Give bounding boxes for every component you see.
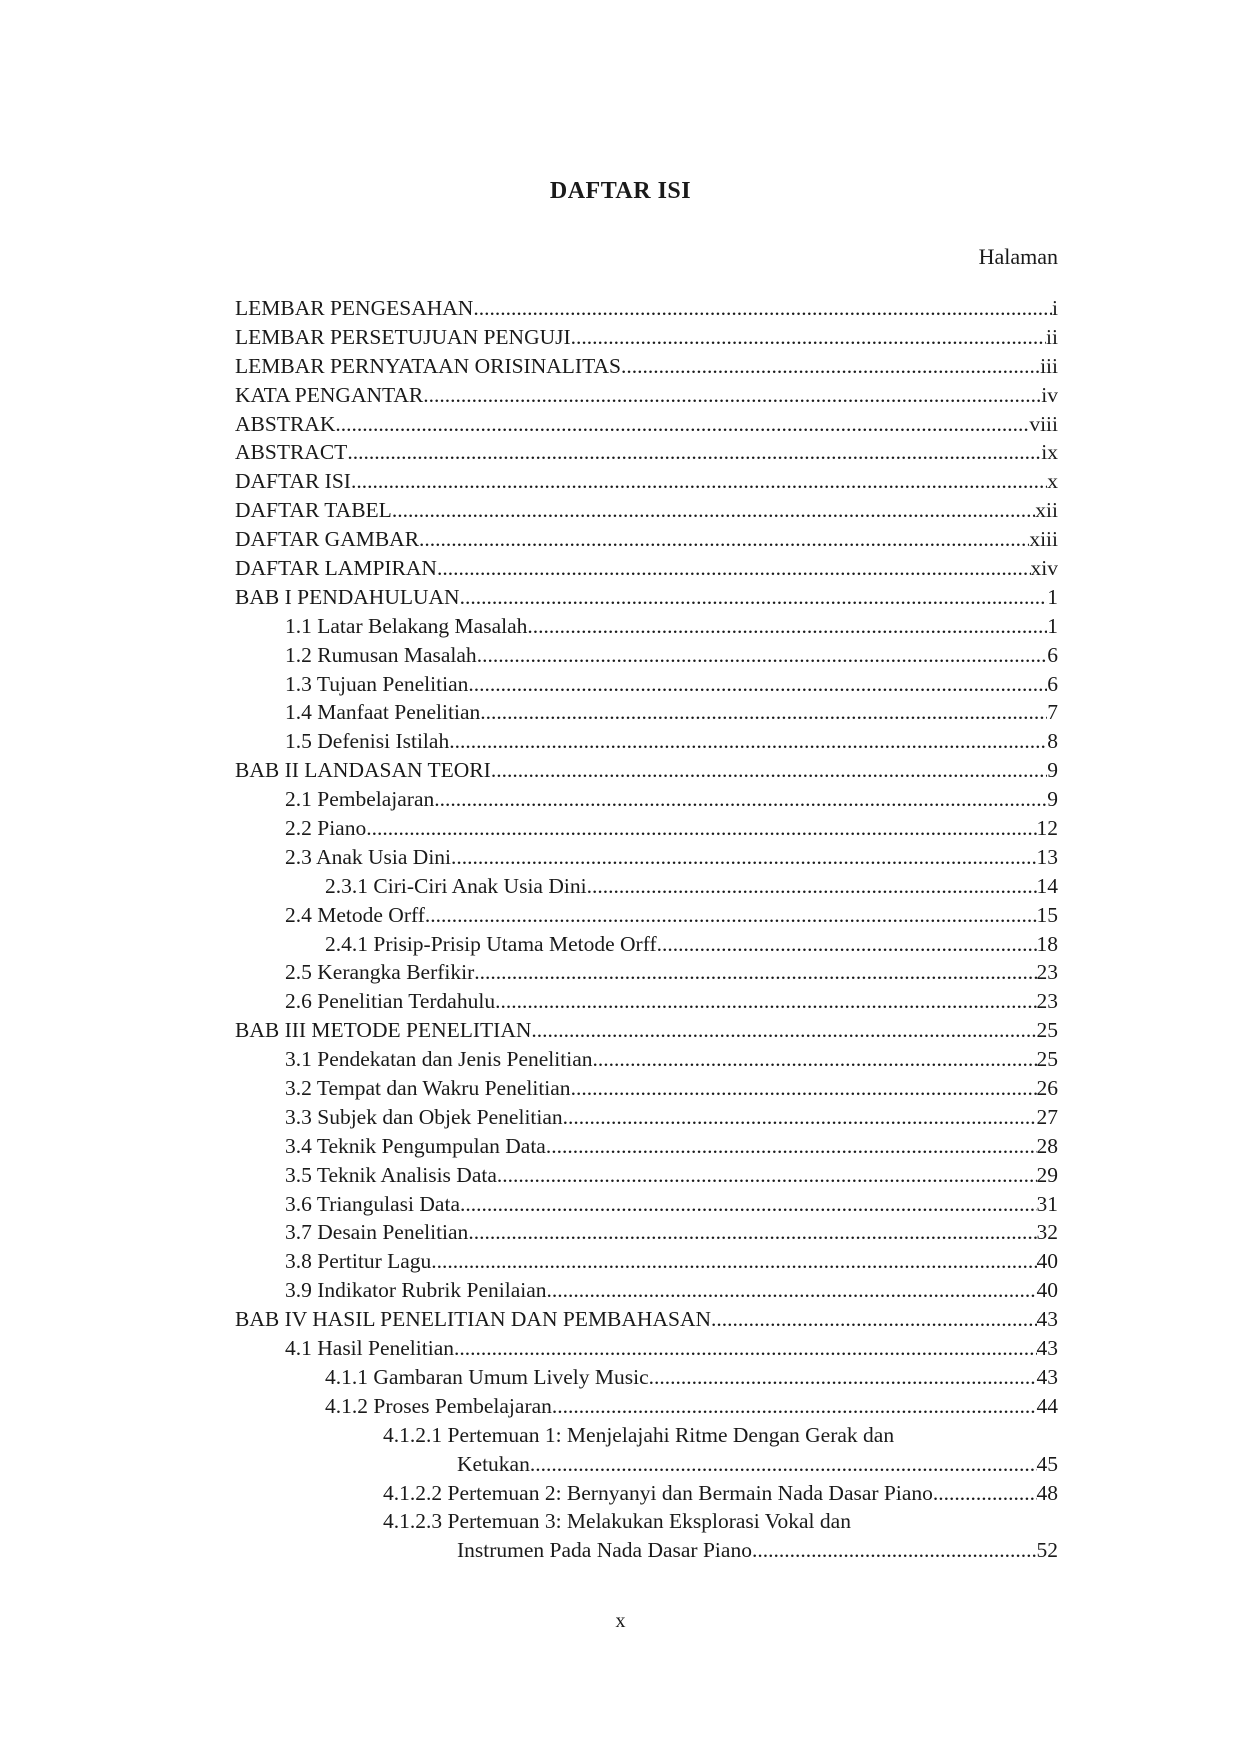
toc-entry-4-1-2: [235, 1392, 1058, 1421]
toc-label: 2.6 Penelitian Terdahulu: [285, 989, 496, 1014]
toc-page: 27: [1036, 1104, 1058, 1129]
toc-entry-bab-1: [235, 583, 1058, 612]
toc-label: 2.5 Kerangka Berfikir: [285, 960, 475, 985]
toc-entry-3-7: [235, 1219, 1058, 1248]
toc-entry-4-1-2-3-line2: [235, 1536, 1058, 1565]
toc-entry-4-1-2-1-line2: [235, 1450, 1058, 1479]
toc-label: BAB III METODE PENELITIAN: [235, 1018, 532, 1043]
toc-page: 40: [1036, 1249, 1058, 1274]
toc-label: 3.9 Indikator Rubrik Penilaian: [285, 1278, 547, 1303]
toc-label: DAFTAR ISI: [235, 469, 351, 494]
toc-entry-daftar-gambar: [235, 525, 1058, 554]
toc-entry-2-1: [235, 785, 1058, 814]
toc-page: 29: [1036, 1162, 1058, 1187]
toc-entry-3-8: [235, 1247, 1058, 1276]
toc-entry-daftar-tabel: [235, 496, 1058, 525]
toc-entry-1-1: [235, 612, 1058, 641]
toc-page: iv: [1041, 382, 1058, 407]
toc-label: LEMBAR PERNYATAAN ORISINALITAS: [235, 353, 621, 378]
toc-label: ABSTRAK: [235, 411, 336, 436]
toc-entry-2-2: [235, 814, 1058, 843]
toc-label: 3.5 Teknik Analisis Data: [285, 1162, 497, 1187]
toc-label: DAFTAR LAMPIRAN: [235, 556, 437, 580]
page-title: DAFTAR ISI: [549, 178, 692, 204]
toc-entry-lembar-pengesahan: [235, 294, 1058, 323]
toc-page: 43: [1036, 1336, 1058, 1361]
toc-entry-bab-2: [235, 756, 1058, 785]
toc-entry-4-1-2-2: [235, 1479, 1058, 1508]
toc-entry-1-3: [235, 670, 1058, 699]
toc-page: 1: [1047, 613, 1058, 638]
toc-page: 23: [1036, 960, 1058, 985]
toc-label: 4.1.2.1 Pertemuan 1: Menjelajahi Ritme Dengan Gerak dan: [383, 1422, 895, 1447]
toc-entry-2-3-1: [235, 872, 1058, 901]
toc-page: 8: [1047, 729, 1058, 754]
toc-page: iii: [1040, 353, 1058, 378]
toc-entry-4-1-1: [235, 1363, 1058, 1392]
toc-entry-daftar-lampiran: [235, 554, 1058, 583]
toc-entry-lembar-persetujuan: [235, 323, 1058, 352]
toc-page: 1: [1047, 584, 1058, 609]
toc-label: BAB II LANDASAN TEORI: [235, 758, 491, 783]
toc-page: 25: [1036, 1018, 1058, 1043]
toc-entry-kata-pengantar: [235, 381, 1058, 410]
toc-label: LEMBAR PERSETUJUAN PENGUJI: [235, 324, 571, 349]
toc-label: BAB IV HASIL PENELITIAN DAN PEMBAHASAN: [235, 1307, 711, 1332]
toc-label: 3.6 Triangulasi Data: [285, 1191, 460, 1216]
toc-page: 6: [1047, 671, 1058, 696]
toc-label: 4.1.2.2 Pertemuan 2: Bernyanyi dan Bermain Nada Dasar Piano: [383, 1480, 933, 1505]
toc-page: ix: [1041, 440, 1058, 465]
toc-label: 1.4 Manfaat Penelitian: [285, 700, 481, 725]
toc-entry-3-4: [235, 1132, 1058, 1161]
toc-label: 1.3 Tujuan Penelitian: [285, 671, 469, 696]
toc-label: 1.2 Rumusan Masalah: [285, 642, 477, 667]
toc-label: Instrumen Pada Nada Dasar Piano: [457, 1538, 752, 1563]
toc-entry-daftar-isi: [235, 467, 1058, 496]
toc-label: 3.2 Tempat dan Wakru Penelitian: [285, 1076, 571, 1101]
toc-label: 2.4.1 Prisip-Prisip Utama Metode Orff: [325, 931, 657, 956]
toc-entry-4-1-2-1-line1: [235, 1421, 1058, 1450]
toc-page: 26: [1036, 1076, 1058, 1101]
toc-page: 14: [1036, 873, 1058, 898]
table-of-contents: [235, 294, 1058, 1565]
toc-page: 15: [1036, 902, 1058, 927]
toc-page: 45: [1036, 1451, 1058, 1476]
toc-label: 2.3.1 Ciri-Ciri Anak Usia Dini: [325, 873, 587, 898]
toc-page: 25: [1036, 1047, 1058, 1072]
toc-page: 23: [1036, 989, 1058, 1014]
toc-label: 3.1 Pendekatan dan Jenis Penelitian: [285, 1047, 593, 1072]
toc-page: 44: [1036, 1393, 1058, 1418]
toc-entry-3-2: [235, 1074, 1058, 1103]
toc-page: i: [1052, 295, 1058, 320]
toc-page: xii: [1035, 498, 1058, 523]
toc-page: 18: [1036, 931, 1058, 956]
toc-label: 3.8 Pertitur Lagu: [285, 1249, 432, 1274]
toc-label: DAFTAR GAMBAR: [235, 527, 420, 552]
toc-page: 13: [1036, 844, 1058, 869]
toc-label: 2.2 Piano: [285, 816, 367, 841]
toc-label: 1.1 Latar Belakang Masalah: [285, 613, 528, 638]
toc-label: LEMBAR PENGESAHAN: [235, 295, 474, 320]
toc-entry-2-4-1: [235, 930, 1058, 959]
toc-entry-3-9: [235, 1276, 1058, 1305]
toc-entry-4-1-2-3-line1: [235, 1507, 1058, 1536]
toc-entry-4-1: [235, 1334, 1058, 1363]
toc-entry-3-1: [235, 1045, 1058, 1074]
toc-page: 12: [1036, 816, 1058, 841]
toc-label: 2.1 Pembelajaran: [285, 787, 435, 812]
toc-entry-1-2: [235, 641, 1058, 670]
toc-label: DAFTAR TABEL: [235, 498, 392, 523]
toc-entry-abstract: [235, 438, 1058, 467]
toc-label: 3.3 Subjek dan Objek Penelitian: [285, 1104, 563, 1129]
toc-entry-2-5: [235, 958, 1058, 987]
toc-page: 31: [1036, 1191, 1058, 1216]
toc-label: 1.5 Defenisi Istilah: [285, 729, 450, 754]
toc-entry-bab-3: [235, 1016, 1058, 1045]
toc-entry-3-3: [235, 1103, 1058, 1132]
toc-page: 9: [1047, 787, 1058, 812]
toc-page: 52: [1036, 1538, 1058, 1563]
toc-page: 28: [1036, 1133, 1058, 1158]
toc-entry-abstrak: [235, 410, 1058, 439]
toc-label: 3.4 Teknik Pengumpulan Data: [285, 1133, 546, 1158]
toc-page: 48: [1036, 1480, 1058, 1505]
toc-entry-1-5: [235, 727, 1058, 756]
toc-page: xiv: [1030, 556, 1058, 580]
toc-label: BAB I PENDAHULUAN: [235, 584, 460, 609]
toc-page: 43: [1036, 1307, 1058, 1332]
toc-entry-2-4: [235, 901, 1058, 930]
toc-page: 9: [1047, 758, 1058, 783]
toc-page: 32: [1036, 1220, 1058, 1245]
toc-page: 40: [1036, 1278, 1058, 1303]
toc-entry-lembar-pernyataan: [235, 352, 1058, 381]
toc-label: 3.7 Desain Penelitian: [285, 1220, 469, 1245]
toc-label: Ketukan: [457, 1451, 530, 1476]
toc-label: KATA PENGANTAR: [235, 382, 424, 407]
toc-entry-3-6: [235, 1190, 1058, 1219]
toc-entry-1-4: [235, 698, 1058, 727]
toc-label: 4.1.1 Gambaran Umum Lively Music: [325, 1364, 649, 1389]
toc-page: viii: [1029, 411, 1058, 436]
toc-page: xiii: [1029, 527, 1058, 552]
toc-entry-2-6: [235, 987, 1058, 1016]
toc-label: 4.1.2.3 Pertemuan 3: Melakukan Eksplorasi Vokal dan: [383, 1509, 851, 1534]
toc-entry-2-3: [235, 843, 1058, 872]
toc-page: ii: [1046, 324, 1058, 349]
toc-label: 2.3 Anak Usia Dini: [285, 844, 452, 869]
toc-page: 7: [1047, 700, 1058, 725]
page-number-footer: x: [615, 1610, 626, 1632]
toc-entry-3-5: [235, 1161, 1058, 1190]
toc-page: 43: [1036, 1364, 1058, 1389]
toc-label: ABSTRACT: [235, 440, 348, 465]
halaman-header: Halaman: [978, 244, 1058, 269]
toc-label: 4.1.2 Proses Pembelajaran: [325, 1393, 552, 1418]
toc-page: x: [1047, 469, 1058, 494]
toc-label: 4.1 Hasil Penelitian: [285, 1336, 454, 1361]
toc-entry-bab-4: [235, 1305, 1058, 1334]
toc-label: 2.4 Metode Orff: [285, 902, 425, 927]
toc-page: 6: [1047, 642, 1058, 667]
